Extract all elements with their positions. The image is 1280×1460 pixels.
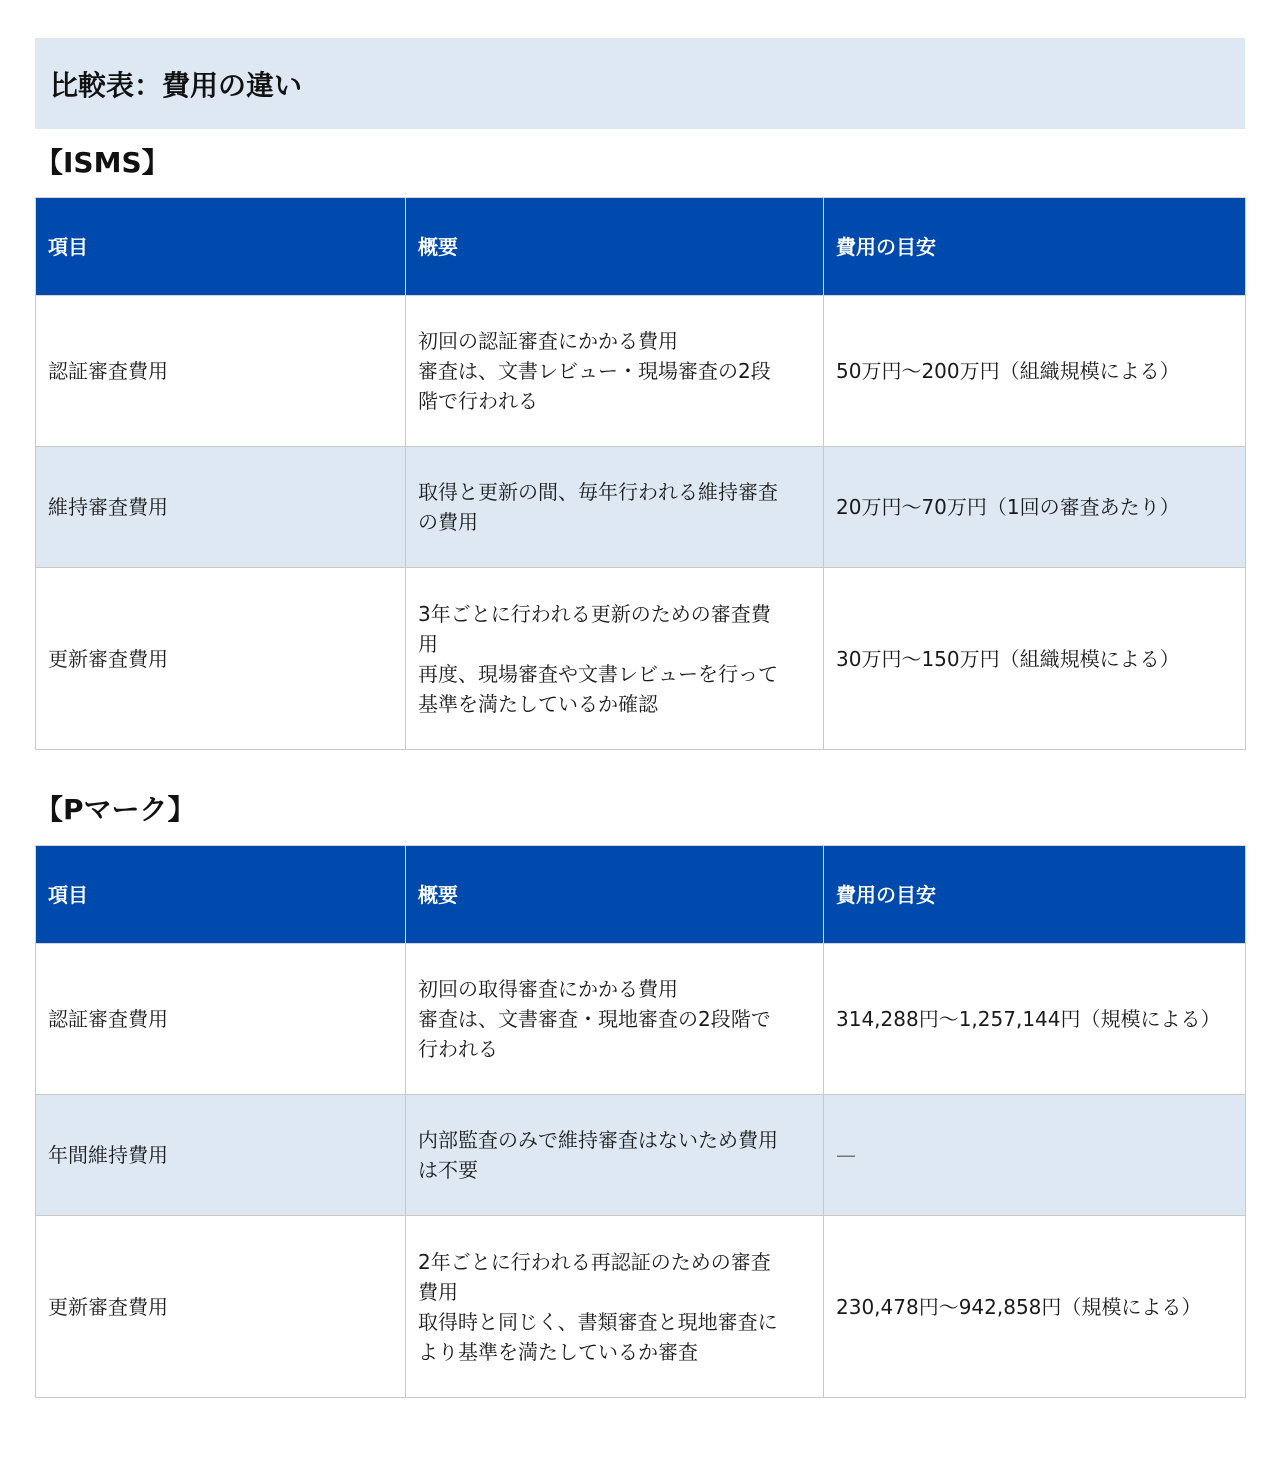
section-heading-pmark: 【Pマーク】 <box>35 793 196 826</box>
summary-line: 初回の認証審査にかかる費用 <box>418 329 678 353</box>
table-row <box>36 296 1246 447</box>
summary-line: 取得時と同じく、書類審査と現地審査に <box>418 1309 778 1334</box>
summary-line: 2年ごとに行われる再認証のための審査 <box>418 1249 771 1274</box>
cost-cell: — <box>824 1095 1246 1216</box>
cost-cell: 50万円〜200万円（組織規模による） <box>824 296 1246 447</box>
summary-line: は不要 <box>418 1158 478 1182</box>
cost-cell: 30万円〜150万円（組織規模による） <box>824 568 1246 750</box>
summary-line: 内部監査のみで維持審査はないため費用 <box>418 1128 778 1152</box>
item-cell: 維持審査費用 <box>36 447 406 568</box>
summary-line: 初回の取得審査にかかる費用 <box>418 977 678 1001</box>
item-cell: 認証審査費用 <box>36 296 406 447</box>
table-row <box>36 568 1246 750</box>
column-header-summary: 概要 <box>406 846 824 944</box>
cost-cell: 314,288円〜1,257,144円（規模による） <box>824 944 1246 1095</box>
item-cell: 更新審査費用 <box>36 568 406 750</box>
table-header-row <box>36 198 1246 296</box>
summary-line: の費用 <box>418 510 478 534</box>
summary-cell <box>406 944 824 1095</box>
item-cell: 更新審査費用 <box>36 1216 406 1398</box>
summary-line: 審査は、文書審査・現地審査の2段階で <box>418 1007 771 1031</box>
column-header-cost: 費用の目安 <box>824 846 1246 944</box>
summary-line: 基準を満たしているか確認 <box>418 691 658 716</box>
table-row <box>36 1216 1246 1398</box>
summary-line: 3年ごとに行われる更新のための審査費 <box>418 601 771 626</box>
pmark-cost-table <box>35 845 1246 1398</box>
table-row <box>36 1095 1246 1216</box>
summary-line: 審査は、文書レビュー・現場審査の2段 <box>418 359 771 383</box>
summary-line: 階で行われる <box>418 389 538 413</box>
item-cell: 年間維持費用 <box>36 1095 406 1216</box>
summary-line: より基準を満たしているか審査 <box>418 1339 698 1364</box>
summary-line: 行われる <box>418 1037 498 1061</box>
summary-line: 再度、現場審査や文書レビューを行って <box>418 661 778 686</box>
section-heading-isms: 【ISMS】 <box>35 146 170 179</box>
summary-cell <box>406 568 824 750</box>
item-cell: 認証審査費用 <box>36 944 406 1095</box>
table-row <box>36 944 1246 1095</box>
summary-cell <box>406 1095 824 1216</box>
summary-line: 取得と更新の間、毎年行われる維持審査 <box>418 480 778 504</box>
summary-line: 用 <box>418 631 438 656</box>
summary-cell <box>406 447 824 568</box>
summary-line: 費用 <box>418 1279 458 1304</box>
page-title: 比較表：費用の違い <box>50 68 303 102</box>
summary-cell <box>406 1216 824 1398</box>
column-header-item: 項目 <box>36 846 406 944</box>
isms-cost-table <box>35 197 1246 750</box>
table-header-row <box>36 846 1246 944</box>
summary-cell <box>406 296 824 447</box>
column-header-item: 項目 <box>36 198 406 296</box>
column-header-cost: 費用の目安 <box>824 198 1246 296</box>
column-header-summary: 概要 <box>406 198 824 296</box>
cost-cell: 230,478円〜942,858円（規模による） <box>824 1216 1246 1398</box>
cost-cell: 20万円〜70万円（1回の審査あたり） <box>824 447 1246 568</box>
table-row <box>36 447 1246 568</box>
title-band <box>35 38 1245 129</box>
